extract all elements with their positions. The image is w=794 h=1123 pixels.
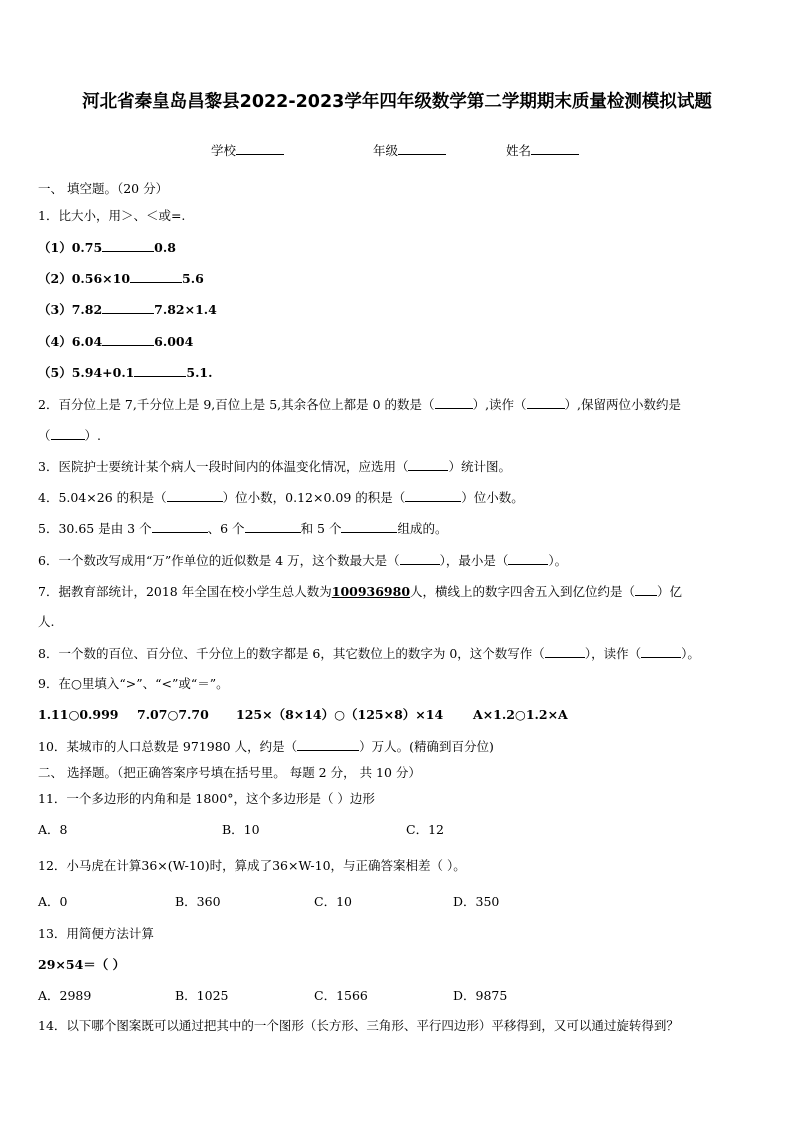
answer-blank[interactable] [400, 551, 440, 565]
answer-blank[interactable] [641, 644, 681, 658]
grade-field [373, 141, 446, 159]
question-9-item: 1.11○0.999 [38, 707, 119, 722]
answer-blank[interactable] [134, 363, 186, 377]
name-field [506, 141, 579, 159]
question-1-item: （4）6.04 6.004 [38, 334, 194, 349]
answer-blank[interactable] [152, 519, 208, 533]
answer-blank[interactable] [102, 332, 154, 346]
answer-blank[interactable] [405, 488, 461, 502]
question-10: 10．某城市的人口总数是 971980 人，约是（ ）万人。(精确到百分位) [38, 739, 494, 754]
section-fill-blank-heading: 一、 填空题。（20 分） [38, 181, 169, 196]
option-d[interactable]: D．9875 [453, 988, 508, 1003]
answer-blank[interactable] [102, 238, 154, 252]
school-field [211, 141, 284, 159]
option-b[interactable]: B．10 [222, 822, 260, 837]
grade-label: 年级 [373, 143, 399, 158]
answer-blank[interactable] [508, 551, 548, 565]
option-d[interactable]: D．350 [453, 894, 500, 909]
answer-blank[interactable] [341, 519, 397, 533]
answer-blank[interactable] [435, 395, 473, 409]
answer-blank[interactable] [130, 269, 182, 283]
option-c[interactable]: C．12 [406, 822, 444, 837]
question-2-continued: （ ）. [38, 428, 101, 443]
question-9-item: 125×（8×14）○（125×8）×14 [236, 707, 444, 722]
answer-blank[interactable] [635, 582, 657, 596]
question-1-stem: 1．比大小，用＞、＜或=. [38, 208, 186, 223]
section-choice-heading: 二、 选择题。（把正确答案序号填在括号里。 每题 2 分， 共 10 分） [38, 765, 421, 780]
question-1-item: （2）0.56×10 5.6 [38, 271, 204, 286]
question-14-stem: 14．以下哪个图案既可以通过把其中的一个图形（长方形、三角形、平行四边形）平移得到，又可以通过旋转得到？ [38, 1018, 679, 1033]
underlined-number: 100936980 [331, 584, 411, 599]
answer-blank[interactable] [245, 519, 301, 533]
option-c[interactable]: C．1566 [314, 988, 368, 1003]
answer-blank[interactable] [545, 644, 585, 658]
option-b[interactable]: B．360 [175, 894, 221, 909]
question-11-stem: 11．一个多边形的内角和是 1800°，这个多边形是（ ）边形 [38, 791, 375, 806]
question-9-item: A×1.2○1.2×A [473, 707, 568, 722]
grade-blank[interactable] [398, 141, 446, 155]
option-a[interactable]: A．8 [38, 822, 68, 837]
school-blank[interactable] [236, 141, 284, 155]
question-13-stem: 13．用简便方法计算 [38, 926, 154, 941]
name-label: 姓名 [506, 143, 532, 158]
question-2: 2．百分位上是 7,千分位上是 9,百位上是 5,其余各位上都是 0 的数是（ ）,读作（ ）,保留两位小数约是 [38, 397, 682, 412]
answer-blank[interactable] [102, 300, 154, 314]
question-1-item: （3）7.82 7.82×1.4 [38, 302, 217, 317]
school-label: 学校 [211, 143, 237, 158]
question-1-item: （1）0.75 0.8 [38, 240, 176, 255]
answer-blank[interactable] [297, 737, 359, 751]
question-7: 7．据教育部统计，2018 年全国在校小学生总人数为100936980人，横线上的数字四舍五入到亿位约是（ ）亿 [38, 584, 683, 599]
option-a[interactable]: A．2989 [38, 988, 92, 1003]
option-b[interactable]: B．1025 [175, 988, 229, 1003]
question-9-item: 7.07○7.70 [137, 707, 209, 722]
option-a[interactable]: A．0 [38, 894, 68, 909]
question-12-stem: 12．小马虎在计算36×(W-10)时，算成了36×W-10，与正确答案相差（ ）。 [38, 858, 466, 873]
question-3: 3．医院护士要统计某个病人一段时间内的体温变化情况，应选用（ ）统计图。 [38, 459, 511, 474]
question-5: 5．30.65 是由 3 个 、6 个 和 5 个 组成的。 [38, 521, 448, 536]
answer-blank[interactable] [51, 426, 85, 440]
answer-blank[interactable] [167, 488, 223, 502]
answer-blank[interactable] [527, 395, 565, 409]
question-6: 6．一个数改写成用“万”作单位的近似数是 4 万，这个数最大是（ ），最小是（ ）。 [38, 553, 568, 568]
question-7-continued: 人. [38, 614, 55, 629]
question-9-stem: 9．在○里填入“>”、“<”或“＝”。 [38, 676, 229, 691]
option-c[interactable]: C．10 [314, 894, 352, 909]
question-1-item: （5）5.94+0.1 5.1. [38, 365, 213, 380]
question-8: 8．一个数的百位、百分位、千分位上的数字都是 6，其它数位上的数字为 0，这个数写作（ ），读作（ ）。 [38, 646, 700, 661]
question-4: 4．5.04×26 的积是（ ）位小数，0.12×0.09 的积是（ ）位小数。 [38, 490, 524, 505]
answer-blank[interactable] [408, 457, 448, 471]
name-blank[interactable] [531, 141, 579, 155]
page-title: 河北省秦皇岛昌黎县2022-2023学年四年级数学第二学期期末质量检测模拟试题 [82, 92, 712, 112]
question-13-expression: 29×54＝（ ） [38, 957, 126, 972]
